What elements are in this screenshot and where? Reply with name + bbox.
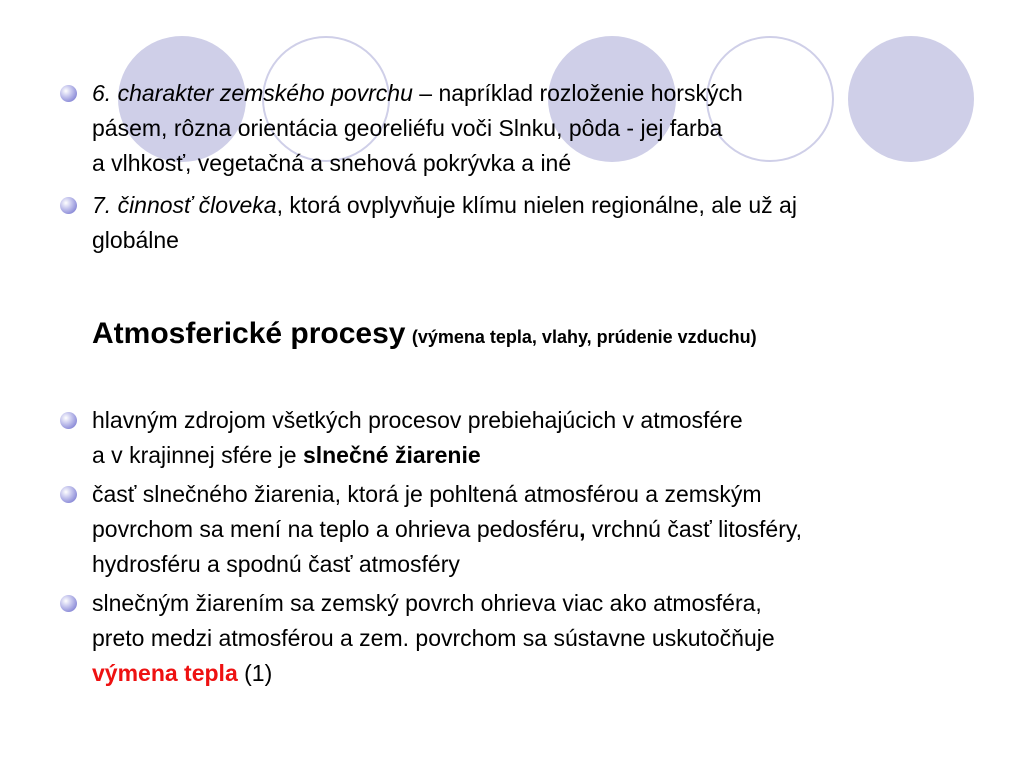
bullet-item-2: [60, 188, 1000, 258]
item3-line2: a v krajinnej sfére je: [92, 442, 303, 468]
item5-line1: slnečným žiarením sa zemský povrch ohrieva viac ako atmosféra,: [92, 590, 762, 616]
bullet-icon: [60, 85, 77, 102]
bullet-item-5: [60, 586, 1000, 691]
item3-bold: slnečné žiarenie: [302, 442, 481, 468]
bullet-icon: [60, 486, 77, 503]
item4-line2: povrchom sa mení na teplo a ohrieva pedosféru: [92, 516, 580, 542]
item1-line2: pásem, rôzna orientácia georeliéfu voči Slnku, pôda - jej farba: [92, 115, 723, 141]
item2-line2: globálne: [92, 227, 179, 253]
heading-subtitle: (výmena tepla, vlahy, prúdenie vzduchu): [411, 327, 757, 347]
bullet-item-1: [60, 76, 1000, 181]
item5-line2: preto medzi atmosférou a zem. povrchom sa sústavne uskutočňuje: [92, 625, 775, 651]
bullet-icon: [60, 595, 77, 612]
item1-line3: a vlhkosť, vegetačná a snehová pokrývka a iné: [92, 150, 572, 176]
bullet-item-4: [60, 477, 1000, 582]
item4-line2-end: vrchnú časť litosféry,: [585, 516, 803, 542]
slide-content: [60, 76, 1000, 691]
bullet-icon: [60, 197, 77, 214]
heading-title: Atmosferické procesy: [92, 317, 406, 350]
item4-line3: hydrosféru a spodnú časť atmosféry: [92, 551, 460, 577]
item1-line1: – napríklad rozloženie horských: [412, 80, 743, 106]
item2-line1: , ktorá ovplyvňuje klímu nielen regionálne, ale už aj: [276, 192, 797, 218]
bullet-item-3: [60, 403, 1000, 473]
item2-italic: 7. činnosť človeka: [92, 192, 277, 218]
item4-bold-comma: ,: [579, 516, 586, 542]
item3-line1: hlavným zdrojom všetkých procesov prebiehajúcich v atmosfére: [92, 407, 743, 433]
item5-highlight: výmena tepla: [92, 660, 238, 686]
bullet-icon: [60, 412, 77, 429]
item5-line3-rest: (1): [237, 660, 273, 686]
item4-line1: časť slnečného žiarenia, ktorá je pohltená atmosférou a zemským: [92, 481, 762, 507]
item1-italic: 6. charakter zemského povrchu: [92, 80, 413, 106]
section-heading: [60, 314, 1000, 357]
